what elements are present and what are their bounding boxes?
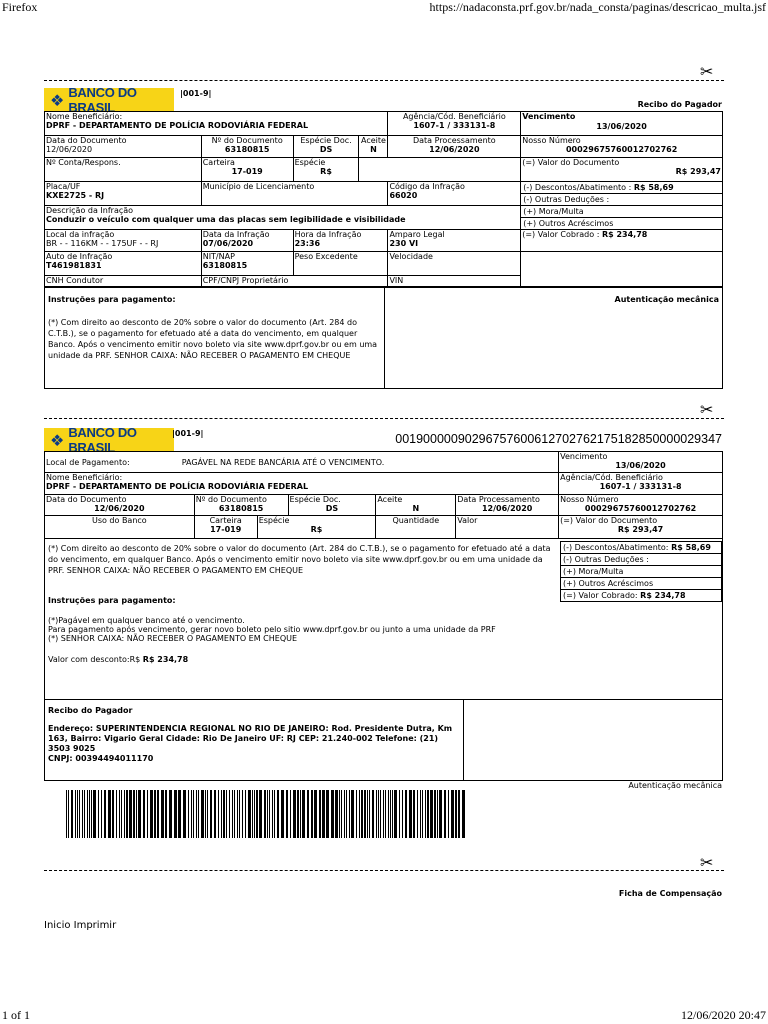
mora-label: (+) Mora/Multa [561,566,721,578]
barcode-bar [136,790,137,838]
barcode-bar [196,790,197,838]
autenticacao-label: Autenticação mecânica [628,781,722,790]
barcode-bar [269,790,270,838]
amparo-value: 230 VI [389,239,419,248]
barcode-bar [437,790,438,838]
carteira-value: 17-019 [231,167,263,176]
hora-label: Hora da Infração [294,230,362,239]
placa-value: KXE2725 - RJ [46,191,105,200]
instr-line-2: Para pagamento após vencimento, gerar novo boleto pelo sitio www.dprf.gov.br ou junto a uma unidade da PRF [48,625,496,634]
barcode-bar [210,790,212,838]
scissors-icon: ✂ [700,400,714,419]
carteira-label: Carteira [209,516,242,525]
agencia-label: Agência/Cód. Beneficiário [402,112,506,121]
barcode-bar [242,790,243,838]
scissors-icon: ✂ [700,62,714,81]
quantidade-label: Quantidade [392,516,440,525]
barcode-bar [229,790,230,838]
barcode-bar [369,790,370,838]
barcode-bar [87,790,88,838]
barcode-bar [232,790,233,838]
page-count: 1 of 1 [2,1008,30,1022]
num-doc-value: 63180815 [218,504,264,513]
barcode-bar [326,790,329,838]
data-proc-label: Data Processamento [457,495,540,504]
acrescimos-label: (+) Outros Acréscimos [561,578,721,590]
barcode-bar [193,790,194,838]
barcode-bar [129,790,132,838]
barcode-bar [79,790,80,838]
agencia-value: 1607-1 / 333131-8 [413,121,496,130]
instr-line-1: (*)Pagável em qualquer banco até o vencimento. [48,616,245,625]
barcode-bar [188,790,189,838]
codigo-label: Código da Infração [389,182,465,191]
barcode-bar [439,790,442,838]
barcode-bar [84,790,85,838]
barcode-bar [165,790,167,838]
cobrado-label: (=) Valor Cobrado: [563,591,638,600]
data-proc-value: 12/06/2020 [481,504,533,513]
aceite-value: N [370,145,377,154]
barcode-bar [205,790,206,838]
barcode-bar [430,790,433,838]
data-inf-value: 07/06/2020 [202,239,254,248]
pagador-cnpj: CNPJ: 00394494011170 [48,754,154,763]
barcode-bar [138,790,141,838]
barcode-bar [297,790,299,838]
barcode-bar [344,790,345,838]
barcode-bar [458,790,460,838]
barcode-bar [256,790,258,838]
barcode-bar [359,790,360,838]
barcode-bar [161,790,164,838]
especie-value: R$ [320,167,332,176]
valor-doc-label: (=) Valor do Documento [560,516,658,525]
valor-doc-value: R$ 293,47 [617,525,664,534]
barcode-bar [91,790,92,838]
num-doc-value: 63180815 [224,145,270,154]
barcode-bar [364,790,366,838]
barcode-bar [221,790,222,838]
barcode-bar [385,790,386,838]
obs-text: (*) Com direito ao desconto de 20% sobre o valor do documento (Art. 284 do C.T.B.), se o pagamento for efetuado até a data do vencimento, em qualquer Banco. Após o vencimento emitir novo boleto via site www.dprf.gov.br ou em uma unidade da PRF. SENHOR CAIXA: NÃO RECEBER O PAGAMENTO EM CHEQUE [48,544,551,575]
barcode-bar [322,790,325,838]
beneficiario-label: Nome Beneficiário: [46,112,123,121]
data-inf-label: Data da Infração [202,230,270,239]
data-doc-value: 12/06/2020 [94,504,145,513]
hora-value: 23:36 [294,239,321,248]
pagador-title: Recibo do Pagador [48,706,133,715]
barcode-bar [259,790,262,838]
pagador-block [45,700,464,780]
carteira-label: Carteira [202,158,235,167]
beneficiario-label: Nome Beneficiário: [46,473,123,482]
especie-label: Espécie [258,516,290,525]
barcode-bar [341,790,342,838]
barcode-bar [417,790,418,838]
barcode-bar [245,790,246,838]
barcode-bar [218,790,219,838]
barcode-bar [150,790,153,838]
barcode-bar [372,790,374,838]
barcode-bar [367,790,368,838]
barcode-bar [394,790,397,838]
vencimento-value: 13/06/2020 [615,461,666,470]
barcode-bar [89,790,90,838]
barcode-bar [405,790,407,838]
especie-label: Espécie [294,158,326,167]
beneficiario-value: DPRF - DEPARTAMENTO DE POLÍCIA RODOVIÁRIA FEDERAL [46,121,309,130]
barcode-bar [290,790,291,838]
nit-value: 63180815 [202,261,248,270]
especie-doc-value: DS [319,145,333,154]
nosso-numero-label: Nosso Número [560,495,619,504]
ficha-label: Ficha de Compensação [618,889,722,898]
barcode-bar [93,790,96,838]
autenticacao-label: Autenticação mecânica [614,295,719,304]
bank-name: BANCO DO BRASIL [68,425,137,455]
ficha-grid [44,451,723,781]
barcode-bar [376,790,377,838]
bank-code: |001-9| [172,429,204,438]
instr-title: Instruções para pagamento: [48,295,176,304]
cnh-label: CNH Condutor [46,276,104,285]
instr-title: Instruções para pagamento: [48,596,176,605]
aceite-label: Aceite [377,495,403,504]
bb-symbol-icon: ❖ [50,430,65,450]
barcode-bar [124,790,125,838]
barcode-bar [420,790,421,838]
barcode-bar [126,790,128,838]
outras-label: (-) Outras Deduções : [523,195,610,204]
beneficiario-value: DPRF - DEPARTAMENTO DE POLÍCIA RODOVIÁRIA FEDERAL [46,482,309,491]
bank-code: |001-9| [180,89,212,98]
barcode-bar [351,790,354,838]
barcode-bar [254,790,255,838]
barcode-bar [462,790,465,838]
valor-label: Valor [457,516,478,525]
valor-desc-label: Valor com desconto:R$ [48,655,141,664]
municipio-label: Município de Licenciamento [202,182,315,191]
barcode-bar [399,790,400,838]
barcode-bar [451,790,454,838]
barcode-bar [112,790,114,838]
conta-label: Nº Conta/Respons. [46,158,121,167]
barcode-bar [207,790,208,838]
especie-doc-label: Espécie Doc. [300,136,352,145]
barcode-bar [448,790,449,838]
barcode-bar [339,790,340,838]
barcode-bar [335,790,338,838]
valor-doc-value: R$ 293,47 [675,167,721,176]
barcode-bar [104,790,106,838]
barcode-bar [98,790,99,838]
barcode-bar [66,790,67,838]
barcode-bar [116,790,117,838]
outras-label: (-) Outras Deduções : [561,554,721,566]
barcode-bar [77,790,78,838]
descontos-value: R$ 58,69 [671,543,711,552]
barcode-bar [143,790,145,838]
bank-logo [44,425,174,455]
barcode-bar [71,790,73,838]
cobrado-label: (=) Valor Cobrado : [522,230,600,239]
barcode-bar [101,790,102,838]
barcode-bar [198,790,199,838]
barcode-bar [422,790,423,838]
barcode-bar [319,790,321,838]
especie-value: R$ [310,525,323,534]
cobrado-value: R$ 234,78 [601,230,648,239]
barcode-bar [286,790,288,838]
barcode-bar [183,790,186,838]
recibo-heading: Recibo do Pagador [637,100,722,109]
barcode-bar [157,790,159,838]
barcode-bar [281,790,284,838]
barcode-bar [427,790,429,838]
barcode-bar [302,790,305,838]
barcode-bar [277,790,279,838]
nosso-numero-value: 00029675760012702762 [584,504,697,513]
barcode-bar [311,790,313,838]
descricao-label: Descrição da Infração [46,206,134,215]
aceite-label: Aceite [360,136,386,145]
barcode-bar [267,790,268,838]
bank-name: BANCO DO BRASIL [68,85,137,115]
local-label: Local da infração [46,230,115,239]
codigo-value: 66020 [389,191,418,200]
data-proc-label: Data Processamento [412,136,496,145]
aceite-value: N [412,504,420,513]
barcode-bar [331,790,334,838]
barcode-bar [434,790,436,838]
data-proc-value: 12/06/2020 [429,145,480,154]
barcode-bar [274,790,275,838]
barcode-bar [293,790,296,838]
barcode-bar [390,790,391,838]
barcode-bar [237,790,238,838]
auto-value: T461981831 [46,261,102,270]
scissors-icon: ✂ [700,853,714,872]
barcode-bar [388,790,389,838]
barcode-bar [356,790,357,838]
acrescimos-label: (+) Outros Acréscimos [523,219,614,228]
peso-label: Peso Excedente [294,252,358,261]
barcode-bar [392,790,393,838]
cobrado-value: R$ 234,78 [640,591,686,600]
uso-banco-label: Uso do Banco [91,516,147,525]
descontos-label: (-) Descontos/Abatimento: [563,543,669,552]
descontos-label: (-) Descontos/Abatimento : [523,183,632,192]
barcode-bar [425,790,426,838]
instr-line-3: (*) SENHOR CAIXA: NÃO RECEBER O PAGAMENTO EM CHEQUE [48,634,298,643]
agencia-label: Agência/Cód. Beneficiário [560,473,663,482]
barcode-bar [108,790,111,838]
vencimento-value: 13/06/2020 [596,122,647,131]
valor-desc-value: R$ 234,78 [142,655,189,664]
bank-logo [44,85,174,115]
barcode-bar [314,790,317,838]
ficha-instructions [45,539,560,699]
cut-line-3 [44,870,724,871]
cpf-label: CPF/CNPJ Proprietário [202,276,289,285]
barcode-bar [174,790,177,838]
barcode-bar [68,790,69,838]
valor-doc-label: (=) Valor do Documento [522,158,620,167]
barcode-bar [234,790,235,838]
auto-label: Auto de Infração [46,252,113,261]
num-doc-label: Nº do Documento [211,136,283,145]
ficha-values-column [560,539,722,699]
barcode-bar [82,790,83,838]
barcode-bar [378,790,379,838]
bb-symbol-icon: ❖ [50,90,65,110]
barcode-bar [226,790,227,838]
barcode-bar [121,790,122,838]
print-datetime: 12/06/2020 20:47 [680,1008,766,1022]
barcode-bar [169,790,172,838]
barcode-bar [75,790,76,838]
barcode-bar [154,790,156,838]
especie-doc-label: Espécie Doc. [289,495,341,504]
footer-links[interactable]: Inicio Imprimir [44,920,117,931]
vin-label: VIN [389,276,404,285]
local-value: BR - - 116KM - - 175UF - - RJ [46,239,159,248]
barcode-bar [252,790,253,838]
barcode-bar [239,790,240,838]
vencimento-label: Vencimento [560,452,608,461]
instr-text: (*) Com direito ao desconto de 20% sobre o valor do documento (Art. 284 do C.T.B.), se o pagamento for efetuado até a data do vencimento, em qualquer Banco. Após o vencimento emitir novo boleto via site www.dprf.gov.br ou em uma unidade da PRF. SENHOR CAIXA: NÃO RECEBER O PAGAMENTO EM CHEQUE [48,318,378,360]
barcode-bar [346,790,347,838]
local-pag-value: PAGÁVEL NA REDE BANCÁRIA ATÉ O VENCIMENTO. [181,457,385,467]
barcode-bar [147,790,148,838]
browser-title: Firefox [2,0,38,14]
placa-label: Placa/UF [46,182,81,191]
cut-line-1 [44,80,724,81]
descricao-value: Conduzir o veículo com qualquer uma das placas sem legibilidade e visibilidade [46,215,406,224]
velocidade-label: Velocidade [389,252,433,261]
barcode-bar [349,790,350,838]
data-doc-value: 12/06/2020 [46,145,93,154]
nit-label: NIT/NAP [202,252,235,261]
barcode-bar [133,790,135,838]
barcode-bar [402,790,403,838]
barcode-bar [191,790,192,838]
barcode [66,790,466,838]
nosso-numero-value: 00029675760012702762 [565,145,678,154]
recibo-grid [44,111,723,389]
data-doc-label: Data do Documento [46,136,127,145]
descontos-value: R$ 58,69 [633,183,674,192]
barcode-bar [380,790,381,838]
carteira-value: 17-019 [210,525,242,534]
especie-doc-value: DS [325,504,339,513]
barcode-bar [444,790,446,838]
page-url: https://nadaconsta.prf.gov.br/nada_consta/paginas/descricao_multa.jsf [429,0,766,14]
pagador-endereco: Endereço: SUPERINTENDENCIA REGIONAL NO RIO DE JANEIRO: Rod. Presidente Dutra, Km 163, Bairro: Vigario Geral Cidade: Rio De Janeiro UF: RJ CEP: 21.240-002 Telefone: (21) 3503 9025 [48,724,453,753]
nosso-numero-label: Nosso Número [522,136,581,145]
barcode-bar [413,790,415,838]
barcode-bar [361,790,363,838]
barcode-bar [307,790,309,838]
barcode-bar [178,790,181,838]
barcode-bar [383,790,384,838]
cut-line-2 [44,418,724,419]
barcode-bar [201,790,204,838]
barcode-bar [223,790,225,838]
barcode-bar [119,790,120,838]
num-doc-label: Nº do Documento [195,495,267,504]
amparo-label: Amparo Legal [389,230,445,239]
linha-digitavel: 00190000090296757600612702762175182850000029347 [395,432,722,446]
barcode-bar [455,790,457,838]
agencia-value: 1607-1 / 333131-8 [599,482,682,491]
mora-label: (+) Mora/Multa [521,206,722,218]
barcode-bar [272,790,273,838]
barcode-bar [248,790,251,838]
vencimento-label: Vencimento [522,112,576,121]
barcode-bar [409,790,412,838]
barcode-bar [264,790,266,838]
local-pag-label: Local de Pagamento: [46,457,130,467]
barcode-bar [300,790,301,838]
barcode-bar [214,790,216,838]
data-doc-label: Data do Documento [46,495,127,504]
